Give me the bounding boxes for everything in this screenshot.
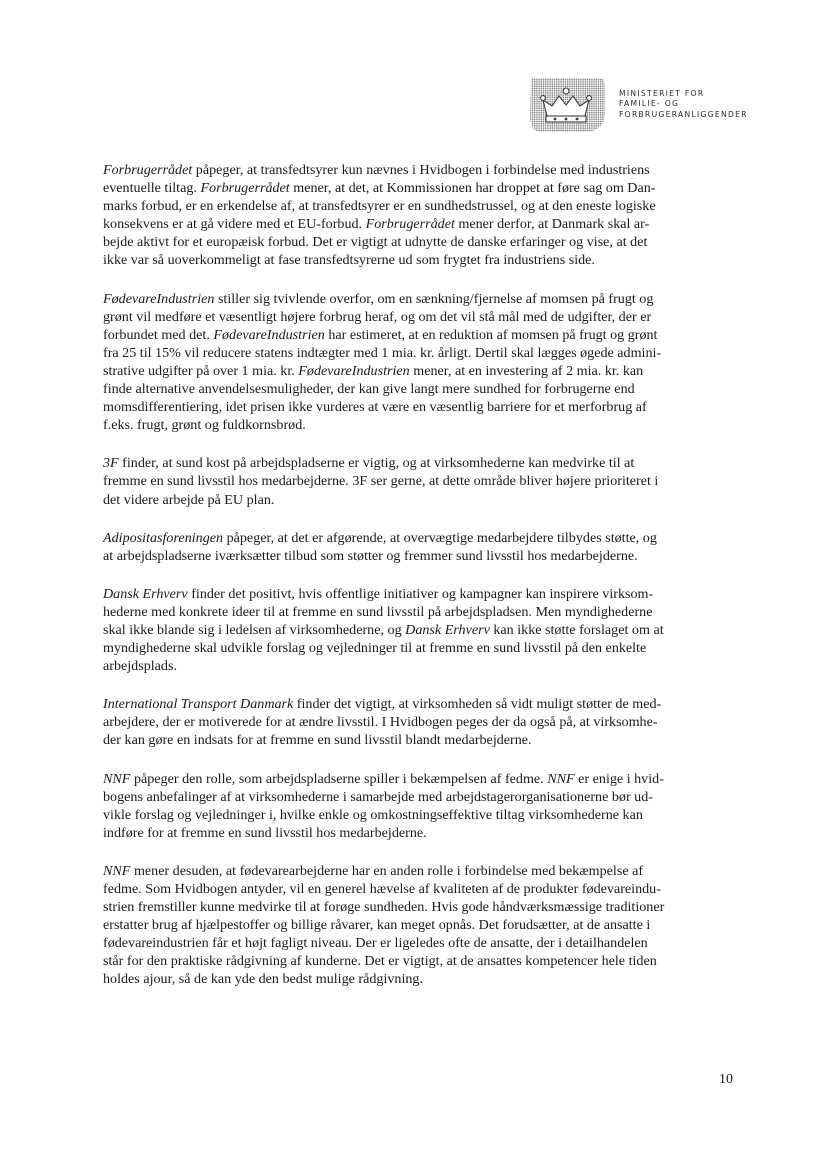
- text-run: mener desuden, at fødevarearbejderne har en anden rolle i forbindelse med bekæmpelse af: [130, 862, 644, 879]
- paragraph-line: [103, 344, 731, 362]
- paragraph-line: [103, 529, 731, 547]
- text-run: fødevareindustrien får et højt fagligt niveau. Der er ligeledes ofte de ansatte, der i detailhandelen: [103, 935, 648, 952]
- organization-name: Forbrugerrådet: [365, 216, 455, 233]
- paragraph: [103, 695, 731, 749]
- paragraph-line: [103, 657, 731, 675]
- text-run: eventuelle tiltag.: [103, 180, 201, 197]
- text-run: indføre for at fremme en sund livsstil hos medarbejderne.: [103, 824, 427, 841]
- text-run: skal ikke blande sig i ledelsen af virksomhederne, og: [103, 621, 406, 638]
- paragraph-line: [103, 491, 731, 509]
- organization-name: Dansk Erhverv: [405, 621, 490, 638]
- text-run: mener, at en investering af 2 mia. kr. kan: [409, 362, 644, 379]
- organization-name: Adipositasforeningen: [103, 529, 224, 546]
- paragraph-line: [103, 695, 731, 713]
- paragraph-line: [103, 862, 731, 880]
- text-run: finder det vigtigt, at virksomheden så vidt muligt støtter de med-: [293, 696, 662, 713]
- text-run: påpeger, at det er afgørende, at overvægtige medarbejdere tilbydes støtte, og: [223, 529, 657, 546]
- text-run: det videre arbejde på EU plan.: [103, 491, 275, 508]
- text-run: vikle forslag og vejledninger i, hvilke enkle og omkostningseffektive tiltag virksomhederne kan: [103, 806, 643, 823]
- text-run: bejde aktivt for et europæisk forbud. Det er vigtigt at udnytte de danske erfaringer og vise, at det: [103, 234, 648, 251]
- text-run: forbundet med det.: [103, 326, 214, 343]
- document-body: [103, 161, 731, 1009]
- text-run: bogens anbefalinger af at virksomhederne i samarbejde med arbejdstagerorganisationerne bør ud-: [103, 788, 653, 805]
- text-run: momsdifferentiering, idet prisen ikke vurderes at være en væsentlig barriere for et merforbrug af: [103, 399, 647, 416]
- paragraph-line: [103, 934, 731, 952]
- text-run: strative udgifter på over 1 mia. kr.: [103, 362, 299, 379]
- paragraph-line: [103, 806, 731, 824]
- ministry-name-line: FAMILIE- OG: [619, 99, 680, 109]
- paragraph-line: [103, 308, 731, 326]
- organization-name: NNF: [103, 862, 131, 879]
- paragraph-line: [103, 290, 731, 308]
- text-run: myndighederne skal udvikle forslag og vejledninger til at fremme en sund livsstil på den enkelte: [103, 640, 647, 657]
- text-run: fra 25 til 15% vil reducere statens indtægter med 1 mia. kr. årligt. Dertil skal lægges øgede admini-: [103, 344, 662, 361]
- organization-name: NNF: [547, 770, 575, 787]
- organization-name: International Transport Danmark: [103, 696, 294, 713]
- paragraph-line: [103, 603, 731, 621]
- paragraph-line: [103, 770, 731, 788]
- organization-name: Dansk Erhverv: [103, 585, 188, 602]
- text-run: finder det positivt, hvis offentlige initiativer og kampagner kan inspirere virksom-: [187, 585, 654, 602]
- paragraph-line: [103, 179, 731, 197]
- paragraph-line: [103, 472, 731, 490]
- paragraph-line: [103, 585, 731, 603]
- paragraph-line: [103, 215, 731, 233]
- paragraph-line: [103, 398, 731, 416]
- paragraph: [103, 454, 731, 508]
- paragraph-line: [103, 326, 731, 344]
- paragraph-line: [103, 547, 731, 565]
- text-run: erstatter brug af hjælpestoffer og billige råvarer, kan meget opnås. Det forudsætter, at de ansatte i: [103, 917, 651, 934]
- paragraph-line: [103, 454, 731, 472]
- text-run: arbejdere, der er motiverede for at ændre livsstil. I Hvidbogen peges der da også på, at virksomhe-: [103, 714, 658, 731]
- organization-name: FødevareIndustrien: [103, 290, 215, 307]
- paragraph-line: [103, 197, 731, 215]
- paragraph: [103, 161, 731, 270]
- text-run: påpeger, at transfedtsyrer kun nævnes i Hvidbogen i forbindelse med industriens: [192, 162, 650, 178]
- page-number: 10: [719, 1072, 733, 1087]
- paragraph-line: [103, 898, 731, 916]
- paragraph-line: [103, 916, 731, 934]
- organization-name: FødevareIndustrien: [298, 362, 410, 379]
- paragraph: [103, 529, 731, 565]
- paragraph-line: [103, 416, 731, 434]
- text-run: at arbejdspladserne iværksætter tilbud som støtter og fremmer sund livsstil hos medarbejderne.: [103, 547, 638, 564]
- text-run: arbejdsplads.: [103, 658, 177, 675]
- text-run: har estimeret, at en reduktion af momsen på frugt og grønt: [324, 326, 658, 343]
- paragraph-line: [103, 251, 731, 269]
- text-run: stiller sig tvivlende overfor, om en sænkning/fjernelse af momsen på frugt og: [214, 290, 654, 307]
- text-run: der kan gøre en indsats for at fremme en sund livsstil blandt medarbejderne.: [103, 732, 532, 749]
- ministry-name-line: MINISTERIET FOR: [619, 89, 705, 98]
- ministry-name-line: FORBRUGERANLIGGENDER: [619, 109, 748, 119]
- text-run: er enige i hvid-: [574, 770, 664, 787]
- text-run: fremme en sund livsstil hos medarbejderne. 3F ser gerne, at dette område bliver højere prioriteret i: [103, 473, 659, 490]
- paragraph-line: [103, 788, 731, 806]
- paragraph-line: [103, 880, 731, 898]
- paragraph-line: [103, 970, 731, 988]
- paragraph: [103, 862, 731, 989]
- paragraph-line: [103, 161, 731, 179]
- text-run: finde alternative anvendelsesmuligheder, der kan give langt mere sundhed for forbrugerne end: [103, 381, 635, 398]
- text-run: grønt vil medføre et væsentligt højere forbrug heraf, og om det vil stå mål med de udgifter, der er: [103, 308, 652, 325]
- letterhead: [527, 72, 787, 136]
- text-run: påpeger den rolle, som arbejdspladserne spiller i bekæmpelsen af fedme.: [130, 770, 548, 787]
- organization-name: 3F: [103, 455, 119, 472]
- paragraph-line: [103, 713, 731, 731]
- text-run: holdes ajour, så de kan yde den bedst mulige rådgivning.: [103, 971, 423, 988]
- ministry-name: [619, 89, 748, 120]
- text-run: konsekvens er at gå videre med et EU-forbud.: [103, 216, 366, 233]
- paragraph-line: [103, 639, 731, 657]
- text-run: kan ikke støtte forslaget om at: [489, 621, 664, 638]
- paragraph-line: [103, 380, 731, 398]
- text-run: f.eks. frugt, grønt og fuldkornsbrød.: [103, 417, 306, 434]
- paragraph: [103, 290, 731, 435]
- paragraph-line: [103, 621, 731, 639]
- organization-name: Forbrugerrådet: [103, 162, 193, 178]
- paragraph-line: [103, 952, 731, 970]
- paragraph-line: [103, 731, 731, 749]
- text-run: ikke var så uoverkommeligt at fase transfedtsyrerne ud som frygtet fra industriens side.: [103, 252, 595, 269]
- text-run: hederne med konkrete ideer til at fremme en sund livsstil på arbejdspladsen. Men myndighederne: [103, 603, 653, 620]
- organization-name: NNF: [103, 770, 131, 787]
- text-run: marks forbud, er en erkendelse af, at transfedtsyrer er en sundhedstrussel, og at den eneste logiske: [103, 198, 656, 215]
- text-run: strien fremstiller kunne medvirke til at forøge sundheden. Hvis gode håndværksmæssige traditioner: [103, 899, 665, 916]
- organization-name: FødevareIndustrien: [213, 326, 325, 343]
- text-run: mener derfor, at Danmark skal ar-: [454, 216, 650, 233]
- paragraph-line: [103, 233, 731, 251]
- text-run: finder, at sund kost på arbejdspladserne er vigtig, og at virksomhederne kan medvirke til at: [118, 455, 635, 472]
- text-run: mener, at det, at Kommissionen har droppet at føre sag om Dan-: [289, 180, 656, 197]
- text-run: fedme. Som Hvidbogen antyder, vil en generel hævelse af kvaliteten af de produkter fødevareindu-: [103, 881, 661, 897]
- ministry-crown-crest-icon: [527, 72, 609, 136]
- paragraph-line: [103, 824, 731, 842]
- paragraph-line: [103, 362, 731, 380]
- paragraph: [103, 585, 731, 675]
- organization-name: Forbrugerrådet: [200, 180, 290, 197]
- text-run: står for den praktiske rådgivning af kunderne. Det er vigtigt, at de ansattes kompetencer hele tiden: [103, 953, 657, 970]
- paragraph: [103, 770, 731, 842]
